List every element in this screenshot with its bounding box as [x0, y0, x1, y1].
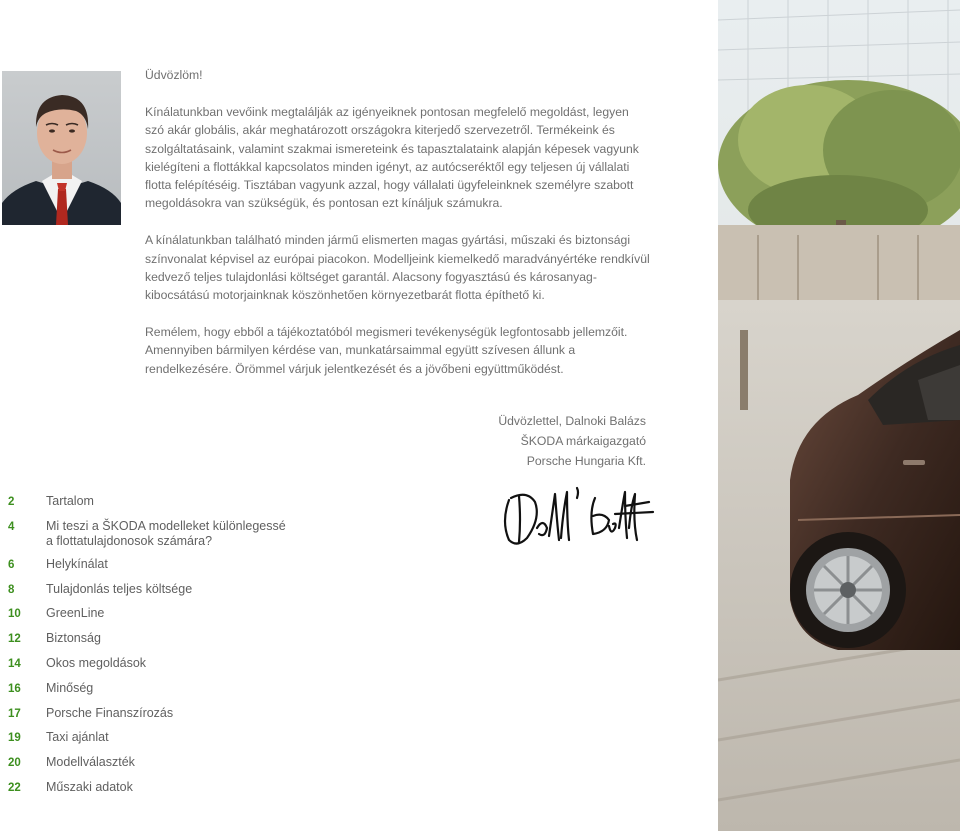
toc-item[interactable] — [8, 557, 328, 573]
toc-page-number: 17 — [8, 707, 21, 720]
closing-line: ŠKODA márkaigazgató — [520, 434, 646, 448]
letter-paragraph-2: A kínálatunkban található minden jármű elismerten magas gyártási, műszaki és biztonsági színvonalat képvisel az európai piacokon. Modelljeink kiemelkedő maradványértéke rendkívül kedvező teljes tulajdonlási költséget garantál. Alacsony fogyasztású és károsanyag-kibocsátású motorjainknak köszönhetően környezetbarát flotta építhető ki. — [145, 233, 650, 303]
toc-page-number: 20 — [8, 757, 21, 770]
toc-item[interactable] — [8, 582, 328, 598]
toc-item[interactable] — [8, 656, 328, 672]
toc-title: Porsche Finanszírozás — [46, 705, 174, 720]
toc-item[interactable] — [8, 606, 328, 622]
toc-page-number: 8 — [8, 583, 15, 596]
toc-item[interactable] — [8, 631, 328, 647]
toc-item[interactable] — [8, 730, 328, 746]
toc-page-number: 2 — [8, 496, 15, 508]
toc-title: Modellválaszték — [46, 755, 135, 770]
closing-line: Porsche Hungaria Kft. — [526, 454, 646, 468]
toc-page-number: 22 — [8, 781, 21, 794]
table-of-contents — [8, 494, 328, 805]
letter-closing — [498, 411, 646, 471]
toc-title: Helykínálat — [46, 556, 108, 571]
toc-page-number: 12 — [8, 633, 21, 646]
closing-line: Üdvözlettel, Dalnoki Balázs — [498, 414, 646, 428]
toc-item[interactable] — [8, 519, 328, 549]
toc-title: GreenLine — [46, 606, 105, 621]
toc-title: Műszaki adatok — [46, 779, 133, 794]
toc-page-number: 4 — [8, 520, 15, 533]
toc-page-number: 19 — [8, 732, 21, 745]
handwritten-signature — [497, 482, 657, 552]
toc-item[interactable] — [8, 681, 328, 697]
letter-greeting: Üdvözlöm! — [145, 68, 203, 82]
toc-page-number: 16 — [8, 682, 21, 695]
letter-paragraph-3: Remélem, hogy ebből a tájékoztatóból megismeri tevékenységük legfontosabb jellemzőit. Amennyiben bármilyen kérdése van, munkatársaimmal együtt szívesen állunk a rendelkezésére. Örömmel várjuk jelentkezését és a jövőbeni együttműködést. — [145, 325, 628, 376]
toc-item[interactable] — [8, 706, 328, 722]
toc-title: Tulajdonlás teljes költsége — [46, 581, 193, 596]
letter-body — [145, 66, 650, 397]
toc-title: Biztonság — [46, 631, 101, 646]
toc-page-number: 14 — [8, 657, 21, 670]
toc-page-number: 6 — [8, 558, 15, 571]
toc-item[interactable] — [8, 755, 328, 771]
toc-title: Mi teszi a ŠKODA modelleket különlegessé a flottatulajdonosok számára? — [46, 518, 286, 548]
toc-item[interactable] — [8, 494, 328, 510]
toc-title: Minőség — [46, 680, 94, 695]
toc-page-number: 10 — [8, 608, 21, 621]
toc-title: Taxi ajánlat — [46, 730, 109, 745]
car-street-photo — [718, 0, 960, 831]
toc-item[interactable] — [8, 780, 328, 796]
toc-title: Okos megoldások — [46, 655, 147, 670]
portrait-photo — [2, 71, 121, 225]
letter-paragraph-1: Kínálatunkban vevőink megtalálják az igényeiknek pontosan megfelelő megoldást, legyen szó akár globális, akár meghatározott országokra kiterjedő szervezetről. Termékeink és szolgáltatásaink, valamint szakmai ismereteink és tapasztalataink alapján képesek vagyunk kielégíteni a flottákkal kapcsolatos minden igényt, az autócseréktől egy teljesen új vállalati flotta felépítéséig. Tisztában vagyunk azzal, hogy vállalati ügyfeleinknek személyre szabott megoldásokra van szükségük, és pontosan ezt kínáljuk számukra. — [145, 105, 639, 211]
toc-title: Tartalom — [46, 494, 94, 508]
